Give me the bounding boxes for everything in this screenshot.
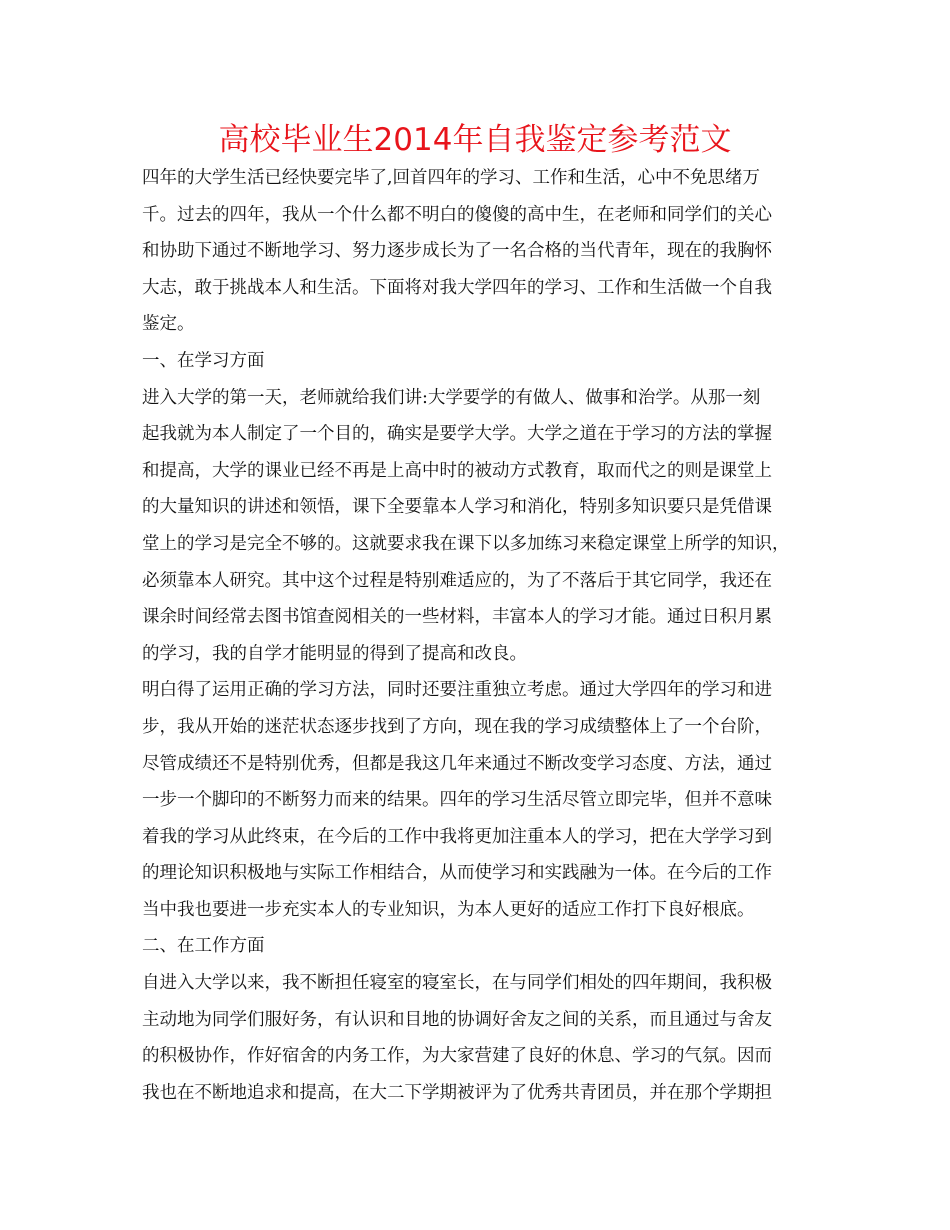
body-line: 千。过去的四年，我从一个什么都不明白的傻傻的高中生，在老师和同学们的关心 (142, 204, 772, 225)
body-line: 和提高，大学的课业已经不再是上高中时的被动方式教育，取而代之的则是课堂上 (142, 460, 772, 481)
body-line: 的积极协作，作好宿舍的内务工作，为大家营建了良好的休息、学习的气氛。因而 (142, 1046, 772, 1067)
body-line: 鉴定。 (142, 314, 195, 335)
document-body (142, 160, 822, 1111)
body-line: 的理论知识积极地与实际工作相结合，从而使学习和实践融为一体。在今后的工作 (142, 863, 772, 884)
body-line: 尽管成绩还不是特别优秀，但都是我这几年来通过不断改变学习态度、方法，通过 (142, 753, 772, 774)
body-line: 当中我也要进一步充实本人的专业知识，为本人更好的适应工作打下良好根底。 (142, 899, 755, 920)
body-line: 一步一个脚印的不断努力而来的结果。四年的学习生活尽管立即完毕，但并不意味 (142, 790, 772, 811)
body-line: 堂上的学习是完全不够的。这就要求我在课下以多加练习来稳定课堂上所学的知识， (142, 533, 790, 554)
body-line: 的学习，我的自学才能明显的得到了提高和改良。 (142, 643, 527, 664)
body-line: 大志，敢于挑战本人和生活。下面将对我大学四年的学习、工作和生活做一个自我 (142, 277, 772, 298)
body-line: 着我的学习从此终束，在今后的工作中我将更加注重本人的学习，把在大学学习到 (142, 826, 772, 847)
body-line: 明白得了运用正确的学习方法，同时还要注重独立考虑。通过大学四年的学习和进 (142, 680, 772, 701)
body-line: 四年的大学生活已经快要完毕了,回首四年的学习、工作和生活，心中不免思绪万 (142, 168, 761, 188)
body-line: 主动地为同学们服好务，有认识和目地的协调好舍友之间的关系，而且通过与舍友 (142, 1009, 772, 1030)
section-heading-work: 二、在工作方面 (142, 936, 265, 957)
section-heading-study: 一、在学习方面 (142, 350, 265, 371)
body-line: 进入大学的第一天，老师就给我们讲:大学要学的有做人、做事和治学。从那一刻 (142, 387, 761, 408)
body-line: 我也在不断地追求和提高，在大二下学期被评为了优秀共青团员，并在那个学期担 (142, 1082, 772, 1103)
body-line: 自进入大学以来，我不断担任寝室的寝室长，在与同学们相处的四年期间，我积极 (142, 973, 772, 994)
body-line: 必须靠本人研究。其中这个过程是特别难适应的，为了不落后于其它同学，我还在 (142, 570, 772, 591)
body-line: 的大量知识的讲述和领悟，课下全要靠本人学习和消化，特别多知识要只是凭借课 (142, 497, 772, 518)
body-line: 起我就为本人制定了一个目的，确实是要学大学。大学之道在于学习的方法的掌握 (142, 424, 772, 445)
document-title: 高校毕业生2014年自我鉴定参考范文 (218, 122, 732, 158)
body-line: 课余时间经常去图书馆查阅相关的一些材料，丰富本人的学习才能。通过日积月累 (142, 607, 772, 628)
body-line: 和协助下通过不断地学习、努力逐步成长为了一名合格的当代青年，现在的我胸怀 (142, 241, 772, 262)
body-line: 步，我从开始的迷茫状态逐步找到了方向，现在我的学习成绩整体上了一个台阶， (142, 716, 772, 737)
